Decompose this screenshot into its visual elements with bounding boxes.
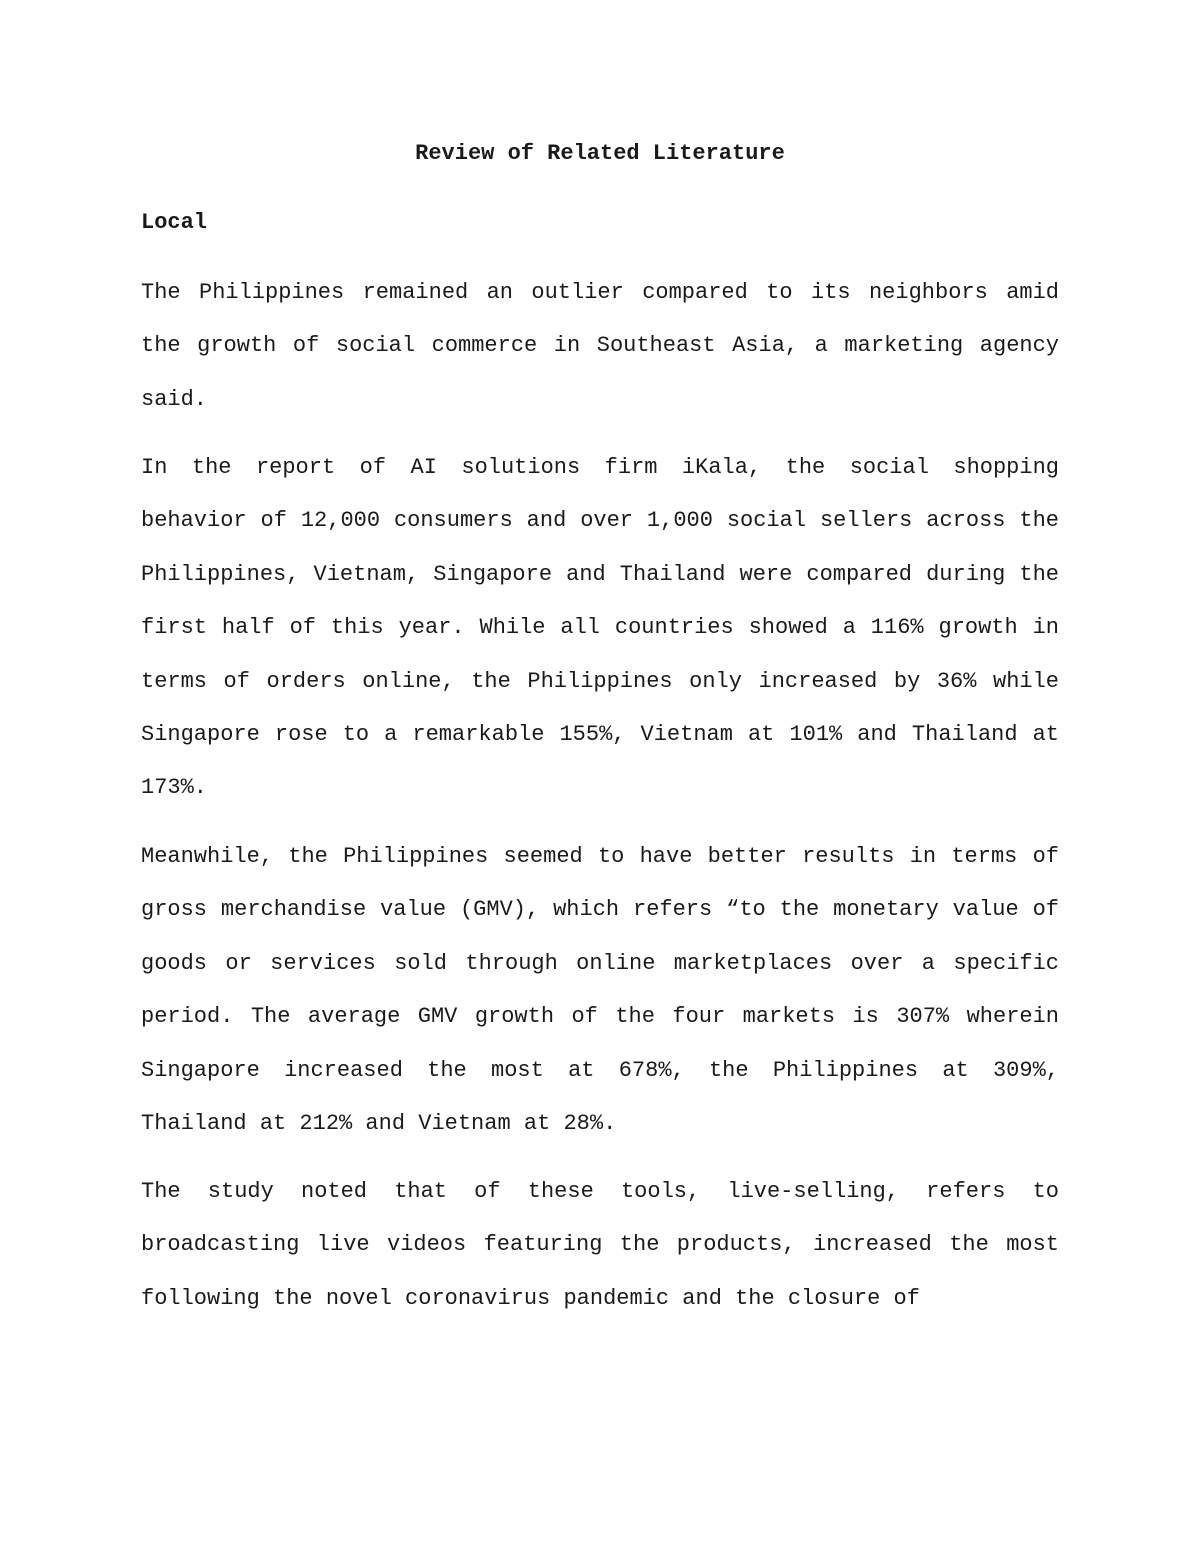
- paragraph-4-container: [141, 1165, 1059, 1325]
- page-title: Review of Related Literature: [415, 141, 785, 166]
- paragraph: The study noted that of these tools, live-selling, refers to broadcasting live videos featuring the products, increased the most following the novel coronavirus pandemic and the closure of: [141, 1179, 1059, 1311]
- paragraph: In the report of AI solutions firm iKala, the social shopping behavior of 12,000 consumers and over 1,000 social sellers across the Philippines, Vietnam, Singapore and Thailand were compared during the first half of this year. While all countries showed a 116% growth in terms of orders online, the Philippines only increased by 36% while Singapore rose to a remarkable 155%, Vietnam at 101% and Thailand at 173%.: [141, 455, 1059, 801]
- paragraph-2-container: [141, 441, 1059, 815]
- paragraph: Meanwhile, the Philippines seemed to have better results in terms of gross merchandise value (GMV), which refers “to the monetary value of goods or services sold through online marketplaces over a specific period. The average GMV growth of the four markets is 307% wherein Singapore increased the most at 678%, the Philippines at 309%, Thailand at 212% and Vietnam at 28%.: [141, 844, 1059, 1137]
- paragraph-1-container: [141, 266, 1059, 426]
- paragraph: The Philippines remained an outlier compared to its neighbors amid the growth of social commerce in Southeast Asia, a marketing agency said.: [141, 280, 1059, 412]
- paragraph-3-container: [141, 830, 1059, 1150]
- section-heading-local: Local: [141, 210, 208, 235]
